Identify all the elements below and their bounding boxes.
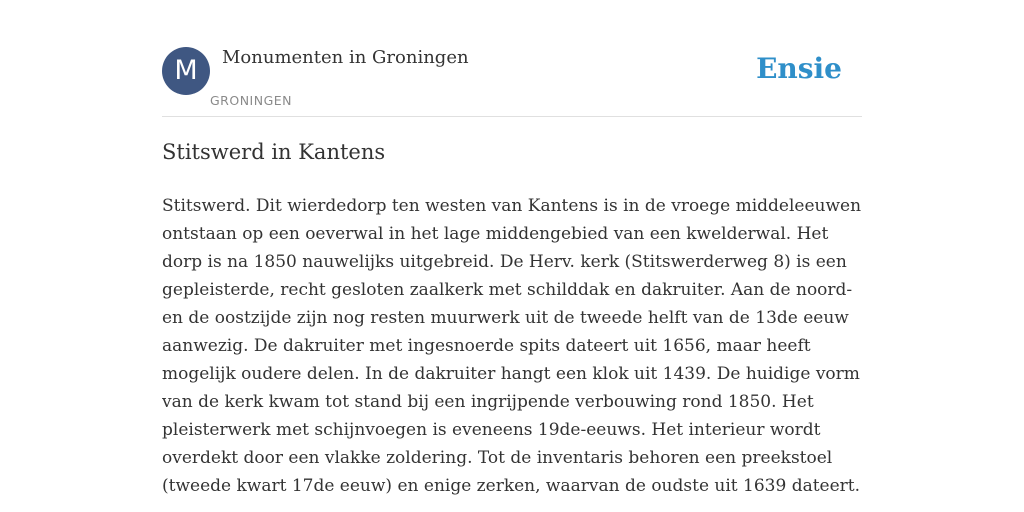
body-line: aanwezig. De dakruiter met ingesnoerde spits dateert uit 1656, maar heeft bbox=[162, 336, 811, 356]
body-line: (tweede kwart 17de eeuw) en enige zerken, waarvan de oudste uit 1639 dateert. bbox=[162, 476, 861, 496]
body-line: gepleisterde, recht gesloten zaalkerk met schilddak en dakruiter. Aan de noord- bbox=[162, 280, 853, 300]
body-line: ontstaan op een oeverwal in het lage middengebied van een kwelderwal. Het bbox=[162, 224, 829, 244]
site-title-link[interactable]: Monumenten in Groningen bbox=[222, 47, 469, 68]
body-line: mogelijk oudere delen. In de dakruiter hangt een klok uit 1439. De huidige vorm bbox=[162, 364, 860, 384]
brand-logo[interactable]: Ensie bbox=[756, 52, 842, 85]
body-line: overdekt door een vlakke zoldering. Tot de inventaris behoren een preekstoel bbox=[162, 448, 833, 468]
avatar[interactable]: M bbox=[162, 47, 210, 95]
body-line: en de oostzijde zijn nog resten muurwerk uit de tweede helft van de 13de eeuw bbox=[162, 308, 849, 328]
body-line: van de kerk kwam tot stand bij een ingrijpende verbouwing rond 1850. Het bbox=[162, 392, 814, 412]
body-line: pleisterwerk met schijnvoegen is eveneens 19de-eeuws. Het interieur wordt bbox=[162, 420, 821, 440]
body-line: Stitswerd. Dit wierdedorp ten westen van Kantens is in de vroege middeleeuwen bbox=[162, 196, 862, 216]
body-line: dorp is na 1850 nauwelijks uitgebreid. De Herv. kerk (Stitswerderweg 8) is een bbox=[162, 252, 847, 272]
header bbox=[162, 44, 862, 117]
article-body bbox=[162, 192, 862, 500]
category-label[interactable]: GRONINGEN bbox=[210, 93, 293, 108]
article-title: Stitswerd in Kantens bbox=[162, 140, 386, 164]
